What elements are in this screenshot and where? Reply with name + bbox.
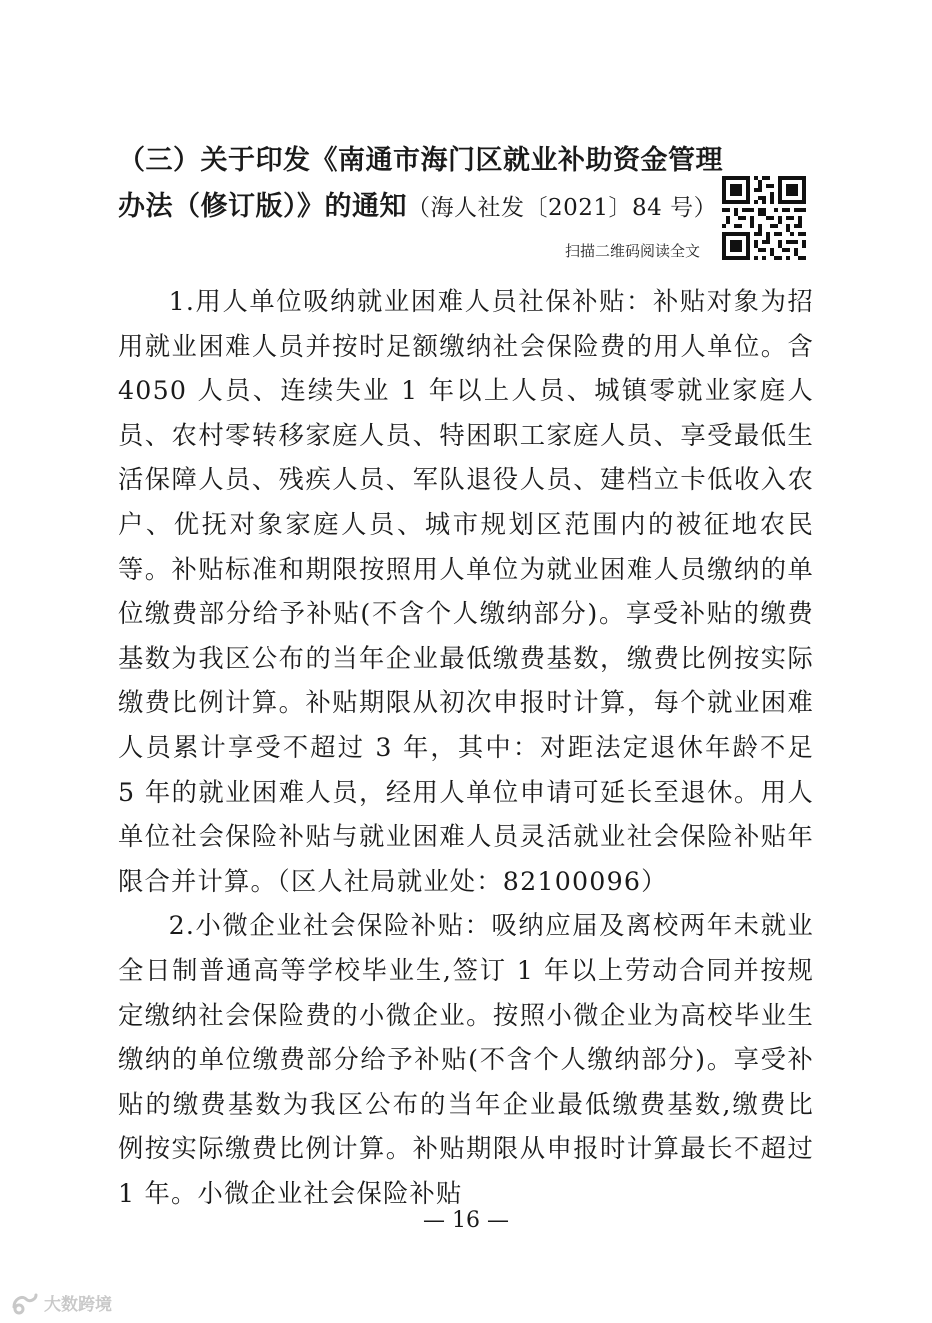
qr-code-icon[interactable] bbox=[722, 176, 806, 260]
qr-caption: 扫描二维码阅读全文 bbox=[564, 242, 700, 260]
document-number: （海人社发〔2021〕84 号） bbox=[407, 195, 718, 221]
watermark-text: 大数跨境 bbox=[44, 1295, 112, 1315]
body-text bbox=[118, 280, 814, 1216]
watermark bbox=[10, 1290, 112, 1315]
watermark-logo-icon bbox=[10, 1291, 40, 1315]
notice-title bbox=[118, 138, 728, 231]
page-number: — 16 — bbox=[423, 1208, 509, 1233]
paragraph-employer-social-insurance-subsidy: 1.用人单位吸纳就业困难人员社保补贴：补贴对象为招用就业困难人员并按时足额缴纳社会保险费的用人单位。含 4050 人员、连续失业 1 年以上人员、城镇零就业家庭人员、农村零转移家庭人员、特困职工家庭人员、享受最低生活保障人员、残疾人员、军队退役人员、建档立卡低收入农户、优抚对象家庭人员、城市规划区范围内的被征地农民等。补贴标准和期限按照用人单位为就业困难人员缴纳的单位缴费部分给予补贴(不含个人缴纳部分)。享受补贴的缴费基数为我区公布的当年企业最低缴费基数，缴费比例按实际缴费比例计算。补贴期限从初次申报时计算，每个就业困难人员累计享受不超过 3 年，其中：对距法定退休年龄不足 5 年的就业困难人员，经用人单位申请可延长至退休。用人单位社会保险补贴与就业困难人员灵活就业社会保险补贴年限合并计算。（区人社局就业处：82100096） bbox=[118, 287, 814, 896]
paragraph-small-enterprise-social-insurance-subsidy: 2.小微企业社会保险补贴：吸纳应届及离校两年未就业全日制普通高等学校毕业生,签订 1 年以上劳动合同并按规定缴纳社会保险费的小微企业。按照小微企业为高校毕业生缴纳的单位缴费部分给予补贴(不含个人缴纳部分)。享受补贴的缴费基数为我区公布的当年企业最低缴费基数,缴费比例按实际缴费比例计算。补贴期限从申报时计算最长不超过 1 年。小微企业社会保险补贴 bbox=[118, 911, 814, 1208]
notice-title-text: （三）关于印发《南通市海门区就业补助资金管理办法（修订版）》的通知 bbox=[118, 145, 723, 222]
